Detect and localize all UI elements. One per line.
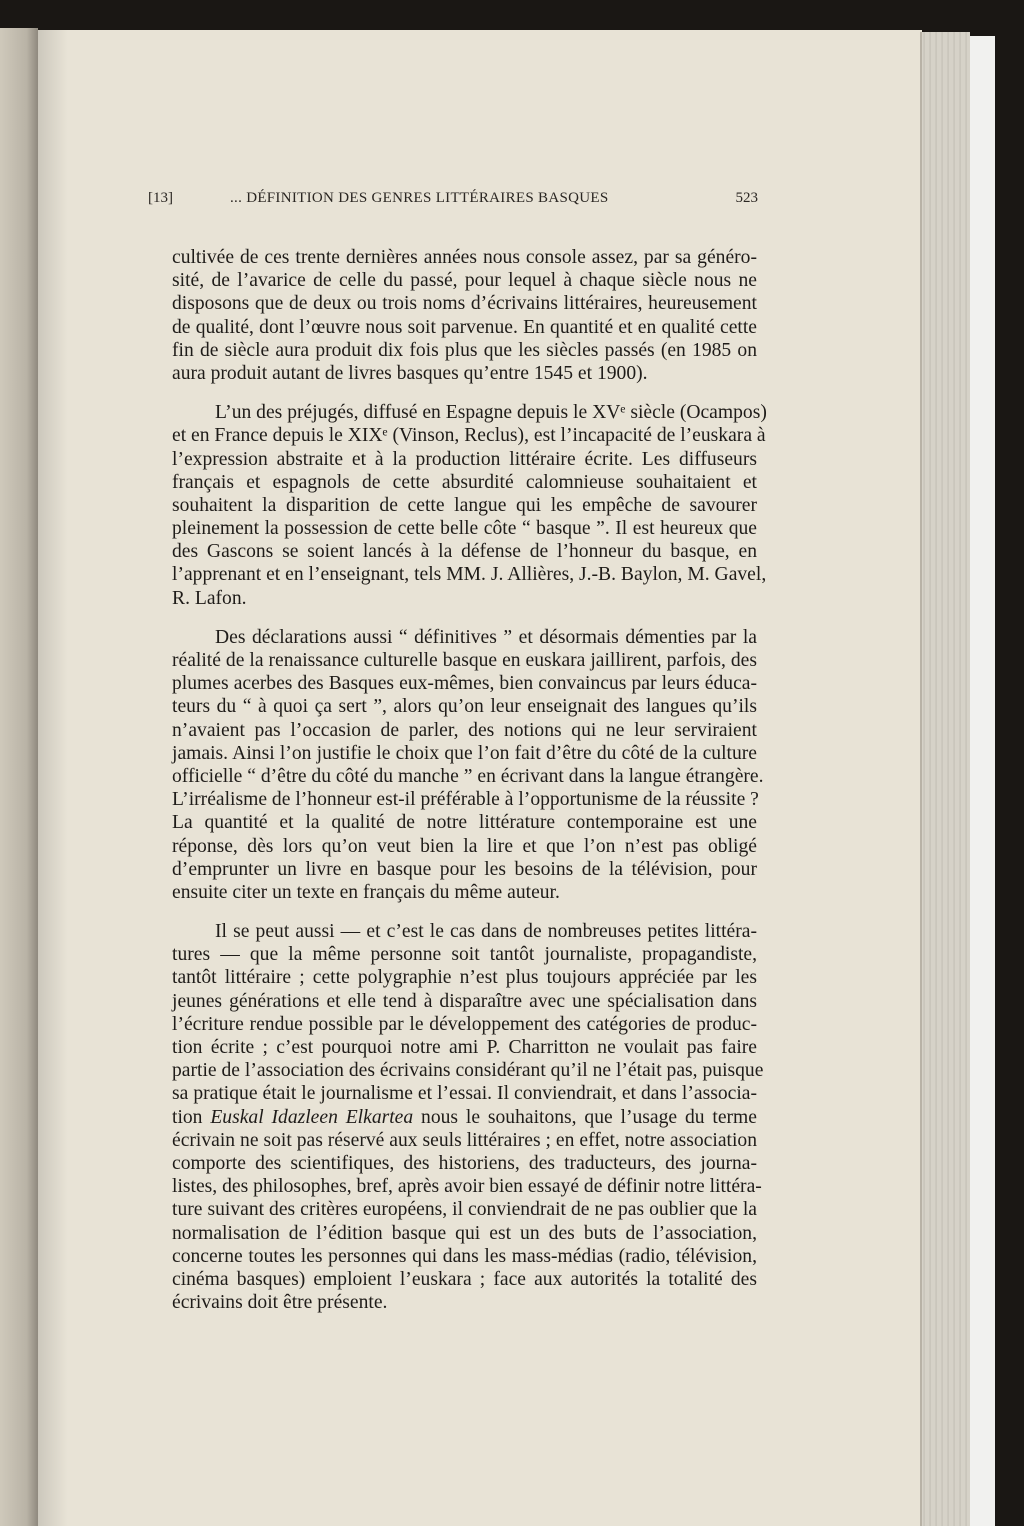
text-line: jeunes générations et elle tend à disparaître avec une spécialisation dans — [172, 990, 757, 1012]
text-line: l’apprenant et en l’enseignant, tels MM. J. Allières, J.-B. Baylon, M. Gavel, — [172, 564, 767, 586]
text-line: plumes acerbes des Basques eux-mêmes, bien convaincus par leurs éduca- — [172, 673, 757, 695]
text-line: Il se peut aussi — et c’est le cas dans de nombreuses petites littéra- — [215, 921, 757, 943]
text-line: listes, des philosophes, bref, après avoir bien essayé de définir notre littéra- — [172, 1176, 762, 1198]
page-number: 523 — [735, 190, 758, 206]
paragraph — [172, 626, 764, 904]
text-line: pleinement la possession de cette belle côte “ basque ”. Il est heureux que — [172, 518, 757, 540]
text-line: écrivains doit être présente. — [172, 1292, 388, 1314]
section-number: [13] — [148, 190, 173, 206]
text-line: ture suivant des critères européens, il conviendrait de ne pas oublier que la — [172, 1199, 757, 1221]
running-title: ... DÉFINITION DES GENRES LITTÉRAIRES BASQUES — [230, 190, 609, 206]
paragraph — [172, 246, 757, 385]
text-line: cinéma basques) emploient l’euskara ; face aux autorités la totalité des — [172, 1268, 757, 1290]
text-line: cultivée de ces trente dernières années nous console assez, par sa généro- — [172, 247, 757, 268]
previous-page-edge — [0, 28, 38, 1526]
back-cover-edge — [970, 36, 995, 1526]
paragraph — [172, 401, 767, 610]
text-line: réalité de la renaissance culturelle basque en euskara jaillirent, parfois, des — [172, 650, 757, 671]
text-line: aura produit autant de livres basques qu’entre 1545 et 1900). — [172, 362, 648, 384]
text-line: disposons que de deux ou trois noms d’écrivains littéraires, heureusement — [172, 293, 757, 315]
text-line: écrivain ne soit pas réservé aux seuls littéraires ; en effet, notre association — [172, 1129, 757, 1151]
text-line: souhaitent la disparition de cette langue qui les empêche de savourer — [172, 494, 757, 516]
text-line: tures — que la même personne soit tantôt journaliste, propagandiste, — [172, 944, 757, 966]
text-line: sité, de l’avarice de celle du passé, pour lequel à chaque siècle nous ne — [172, 270, 757, 292]
text-line: tion écrite ; c’est pourquoi notre ami P. Charritton ne voulait pas faire — [172, 1037, 757, 1058]
text-line — [172, 1106, 757, 1129]
text-line: ensuite citer un texte en français du même auteur. — [172, 881, 560, 903]
text-segment: nous le souhaitons, que l’usage du terme — [413, 1106, 757, 1128]
text-line: l’écriture rendue possible par le développement des catégories de produc- — [172, 1013, 757, 1035]
text-line: des Gascons se soient lancés à la défense de l’honneur du basque, en — [172, 541, 757, 563]
text-line: Des déclarations aussi “ définitives ” et désormais démenties par la — [215, 626, 757, 648]
text-line: jamais. Ainsi l’on justifie le choix que l’on fait d’être du côté de la culture — [172, 742, 757, 764]
text-line: normalisation de l’édition basque qui est un des buts de l’association, — [172, 1222, 757, 1244]
text-line: concerne toutes les personnes qui dans les mass-médias (radio, télévision, — [172, 1245, 757, 1267]
text-segment: tion — [172, 1106, 211, 1128]
text-line: et en France depuis le XIXᵉ (Vinson, Reclus), est l’incapacité de l’euskara à — [172, 425, 766, 447]
text-line: L’un des préjugés, diffusé en Espagne depuis le XVᵉ siècle (Ocampos) — [215, 402, 767, 424]
text-line: teurs du “ à quoi ça sert ”, alors qu’on leur enseignait des langues qu’ils — [172, 696, 757, 718]
page-gutter-shadow — [38, 30, 68, 1526]
running-header — [148, 190, 758, 212]
text-line: fin de siècle aura produit dix fois plus que les siècles passés (en 1985 on — [172, 339, 757, 361]
text-line: L’irréalisme de l’honneur est-il préférable à l’opportunisme de la réussite ? — [172, 789, 759, 811]
italic-association-name: Euskal Idazleen Elkartea — [210, 1106, 414, 1128]
paragraph — [172, 920, 764, 1314]
text-line: français et espagnols de cette absurdité calomnieuse souhaitaient et — [172, 471, 757, 493]
text-line: de qualité, dont l’œuvre nous soit parvenue. En quantité et en qualité cette — [172, 316, 757, 338]
body-text — [172, 246, 767, 1314]
text-line: comporte des scientifiques, des historiens, des traducteurs, des journa- — [172, 1152, 757, 1174]
page-stack-edges — [920, 32, 970, 1526]
text-line: d’emprunter un livre en basque pour les besoins de la télévision, pour — [172, 858, 757, 880]
text-line: sa pratique était le journalisme et l’essai. Il conviendrait, et dans l’associa- — [172, 1083, 757, 1105]
text-line: La quantité et la qualité de notre littérature contemporaine est une — [172, 812, 757, 834]
text-line: réponse, dès lors qu’on veut bien la lire et que l’on n’est pas obligé — [172, 835, 757, 857]
text-line: partie de l’association des écrivains considérant qu’il ne l’était pas, puisque — [172, 1060, 764, 1082]
text-line: l’expression abstraite et à la production littéraire écrite. Les diffuseurs — [172, 448, 757, 470]
text-line: officielle “ d’être du côté du manche ” en écrivant dans la langue étrangère. — [172, 765, 764, 787]
text-line: R. Lafon. — [172, 587, 247, 609]
text-line: n’avaient pas l’occasion de parler, des notions qui ne leur serviraient — [172, 719, 757, 741]
page-edge-line — [920, 32, 922, 1526]
text-line: tantôt littéraire ; cette polygraphie n’est plus toujours appréciée par les — [172, 967, 757, 989]
